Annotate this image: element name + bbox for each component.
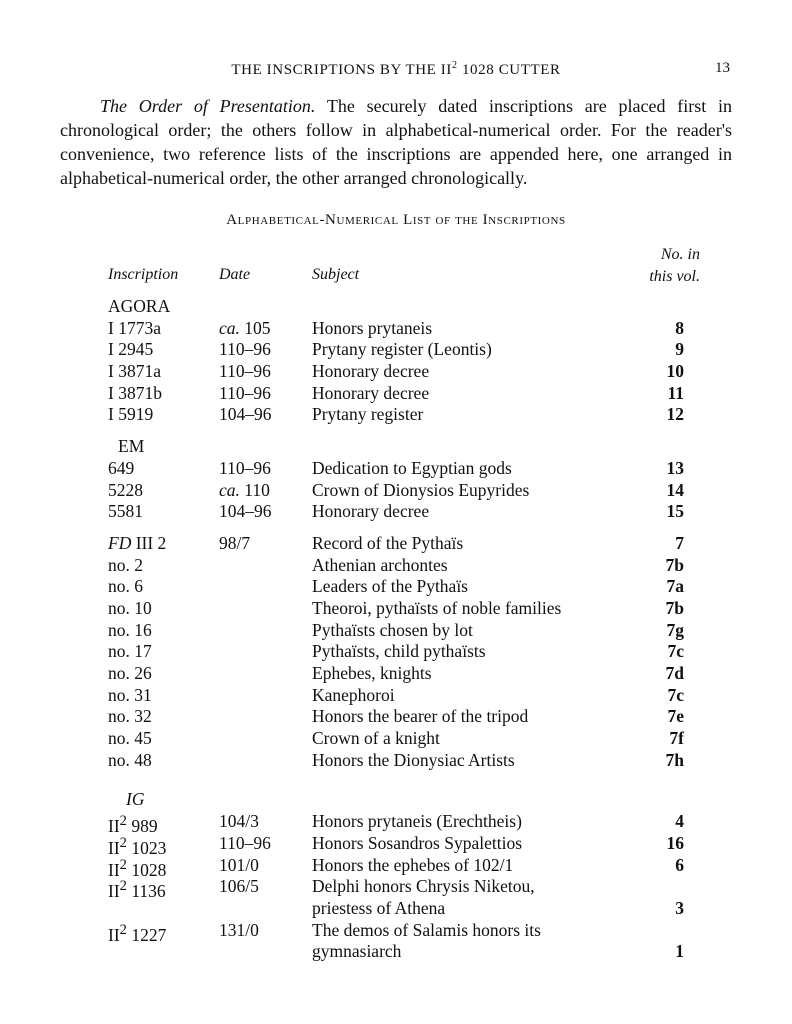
intro-lead: The Order of Presentation. xyxy=(100,96,316,116)
number-cell: 7b xyxy=(665,554,684,575)
number-cell: 4 xyxy=(675,811,684,832)
fd-number: 7 xyxy=(675,532,684,553)
subject-cell: Honorary decree xyxy=(312,501,430,522)
column-head-inscription: Inscription xyxy=(108,266,179,283)
number-cell: 15 xyxy=(666,501,684,522)
number-cell: 7g xyxy=(666,619,684,640)
fd-subject: Record of the Pythaïs xyxy=(312,532,464,553)
inscription-number: 1023 xyxy=(126,837,167,858)
date-cell: 104/3 xyxy=(219,811,259,832)
table-row xyxy=(0,876,792,919)
inscription-number: 1227 xyxy=(126,924,167,945)
number-cell: 16 xyxy=(666,832,684,853)
inscription-number: 1028 xyxy=(126,859,167,880)
inscription-cell: no. 31 xyxy=(108,684,152,705)
inscription-cell: I 2945 xyxy=(108,339,154,360)
subject-cell: Prytany register (Leontis) xyxy=(312,339,492,360)
subject-cell: Kanephoroi xyxy=(312,684,395,705)
number-cell: 7e xyxy=(667,706,684,727)
date-value: 104–96 xyxy=(219,501,272,522)
date-value: 110–96 xyxy=(219,382,271,403)
number-cell: 8 xyxy=(675,317,684,338)
subject-line: Delphi honors Chrysis Niketou, xyxy=(312,876,535,897)
number-cell: 7f xyxy=(669,728,684,749)
inscription-cell xyxy=(108,876,166,903)
running-head xyxy=(0,58,792,80)
date-cell: 131/0 xyxy=(219,919,259,940)
inscription-series: II xyxy=(108,815,120,836)
subject-cell: Crown of Dionysios Eupyrides xyxy=(312,479,530,500)
date-cell xyxy=(219,404,272,426)
date-cell: 106/5 xyxy=(219,876,259,897)
date-qualifier: ca. xyxy=(219,317,240,338)
subject-cell: Athenian archontes xyxy=(312,554,448,575)
subject-cell: Crown of a knight xyxy=(312,728,440,749)
inscription-cell: 649 xyxy=(108,457,135,478)
inscription-series: II xyxy=(108,859,120,880)
inscription-cell: I 3871b xyxy=(108,382,162,403)
date-cell xyxy=(219,501,272,523)
number-cell: 7c xyxy=(667,641,684,662)
subject-cell: Pythaïsts, child pythaïsts xyxy=(312,641,486,662)
list-title: Alphabetical-Numerical List of the Inscriptions xyxy=(226,212,566,228)
inscription-cell: no. 10 xyxy=(108,597,152,618)
subject-cell: Honorary decree xyxy=(312,382,430,403)
table-row xyxy=(0,339,792,361)
date-value: 110–96 xyxy=(219,361,271,382)
number-cell: 9 xyxy=(675,339,684,360)
group-label: AGORA xyxy=(108,296,171,316)
table-row xyxy=(0,383,792,405)
date-value: 110 xyxy=(239,479,270,500)
group-heading-agora xyxy=(0,296,792,318)
column-head-subject: Subject xyxy=(312,266,360,283)
inscription-cell: 5228 xyxy=(108,479,143,500)
inscription-series: II xyxy=(108,881,120,902)
date-cell xyxy=(219,318,271,340)
number-cell: 7b xyxy=(665,597,684,618)
table-row xyxy=(0,318,792,340)
inscription-series: II xyxy=(108,924,120,945)
inscription-cell: I 3871a xyxy=(108,361,161,382)
table-row xyxy=(0,685,792,707)
em-rows xyxy=(0,458,792,523)
inscription-cell: no. 17 xyxy=(108,641,152,662)
subject-cell xyxy=(312,876,535,919)
table-row xyxy=(0,854,792,880)
number-cell: 1 xyxy=(675,941,684,962)
table-row xyxy=(0,404,792,426)
inscription-number: 989 xyxy=(126,815,158,836)
table-row xyxy=(0,750,792,772)
table-row xyxy=(0,920,792,963)
number-cell: 7c xyxy=(667,684,684,705)
table-row xyxy=(0,501,792,523)
column-head-number-line1: No. in xyxy=(660,246,700,263)
subject-line: gymnasiarch xyxy=(312,941,402,962)
number-cell: 7d xyxy=(665,663,684,683)
date-qualifier: ca. xyxy=(219,479,240,500)
fd-date: 98/7 xyxy=(219,532,251,553)
table-row xyxy=(0,576,792,598)
group-label: FD III 2 xyxy=(108,532,167,553)
subject-cell xyxy=(312,855,513,877)
subject-line: Honors Sosandros Sypalettios xyxy=(312,832,522,853)
intro-paragraph xyxy=(60,94,732,190)
inscription-edition: 2 xyxy=(119,921,127,938)
inscription-cell: I 5919 xyxy=(108,404,154,425)
date-cell xyxy=(219,339,271,361)
date-value: 110–96 xyxy=(219,457,271,478)
inscription-edition: 2 xyxy=(119,834,127,851)
subject-cell: Theoroi, pythaïsts of noble families xyxy=(312,597,562,618)
inscription-cell: no. 48 xyxy=(108,749,152,770)
number-cell: 10 xyxy=(666,361,684,382)
table-row xyxy=(0,480,792,502)
group-heading-em xyxy=(0,436,792,458)
table-row xyxy=(0,811,792,836)
subject-cell: Honors the Dionysiac Artists xyxy=(312,749,515,770)
subject-cell xyxy=(312,920,541,963)
column-head-number xyxy=(649,244,700,288)
date-cell: 101/0 xyxy=(219,854,259,875)
inscription-cell: no. 6 xyxy=(108,576,143,597)
number-cell: 7h xyxy=(665,749,684,770)
inscription-cell: no. 26 xyxy=(108,663,152,683)
inscription-number: 1136 xyxy=(126,881,166,902)
subject-cell: Pythaïsts chosen by lot xyxy=(312,619,473,640)
date-cell xyxy=(219,480,270,502)
table-row xyxy=(0,832,792,858)
date-cell: 110–96 xyxy=(219,832,271,853)
inscription-cell: no. 16 xyxy=(108,619,152,640)
table-row xyxy=(0,555,792,577)
inscription-cell: 5581 xyxy=(108,501,143,522)
number-cell: 14 xyxy=(666,479,684,500)
group-heading-fd xyxy=(0,533,792,555)
subject-cell: Ephebes, knights xyxy=(312,663,432,683)
inscription-list xyxy=(0,296,792,963)
date-value: 104–96 xyxy=(219,404,272,425)
table-row xyxy=(0,458,792,480)
number-cell: 7a xyxy=(666,576,684,597)
intro-body: The securely dated inscriptions are placed first in chronological order; the others follow in alphabetical-numerical order. For the reader's convenience, two reference lists of the inscriptions are appended here, one arranged in alphabetical-numerical order, the other arranged chronologically. xyxy=(60,96,732,188)
page-number: 13 xyxy=(715,60,730,76)
subject-cell: Honors the bearer of the tripod xyxy=(312,706,529,727)
date-cell xyxy=(219,383,271,405)
inscription-cell: no. 45 xyxy=(108,728,152,749)
inscription-edition: 2 xyxy=(119,878,127,895)
subject-cell: Honorary decree xyxy=(312,361,430,382)
fd-rows xyxy=(0,555,792,772)
subject-line: Honors the ephebes of 102/1 xyxy=(312,854,514,875)
inscription-cell: no. 32 xyxy=(108,706,152,727)
subject-line: priestess of Athena xyxy=(312,897,446,918)
inscription-series: II xyxy=(108,837,120,858)
inscription-edition: 2 xyxy=(119,856,127,873)
group-label: IG xyxy=(126,789,145,810)
date-value: 105 xyxy=(239,317,271,338)
number-cell: 11 xyxy=(667,382,684,403)
inscription-edition: 2 xyxy=(119,813,127,830)
group-heading-ig xyxy=(0,789,792,811)
subject-cell: Honors prytaneis xyxy=(312,317,433,338)
inscription-cell: no. 2 xyxy=(108,554,143,575)
table-row xyxy=(0,641,792,663)
column-head-date: Date xyxy=(219,266,251,283)
subject-cell xyxy=(312,833,522,855)
running-title: THE INSCRIPTIONS BY THE $II^2$ 1028 CUTTER xyxy=(231,60,561,78)
number-cell: 13 xyxy=(666,457,684,478)
subject-line: The demos of Salamis honors its xyxy=(312,919,541,940)
subject-cell xyxy=(312,811,522,833)
table-row xyxy=(0,598,792,620)
table-row xyxy=(0,728,792,750)
ig-rows xyxy=(0,811,792,963)
number-cell: 6 xyxy=(675,854,684,875)
table-row xyxy=(0,706,792,728)
number-cell: 12 xyxy=(666,404,684,425)
date-cell xyxy=(219,458,271,480)
subject-cell: Dedication to Egyptian gods xyxy=(312,457,512,478)
subject-cell: Prytany register xyxy=(312,404,424,425)
date-cell xyxy=(219,361,271,383)
date-value: 110–96 xyxy=(219,339,271,360)
group-label: EM xyxy=(118,436,145,457)
inscription-cell xyxy=(108,920,166,947)
number-cell: 3 xyxy=(675,897,684,918)
agora-rows xyxy=(0,318,792,426)
column-head-number-line2: this vol. xyxy=(649,268,700,285)
table-row xyxy=(0,361,792,383)
table-row xyxy=(0,620,792,642)
inscription-cell: I 1773a xyxy=(108,317,161,338)
subject-line: Honors prytaneis (Erechtheis) xyxy=(312,811,522,832)
table-row xyxy=(0,663,792,685)
subject-cell: Leaders of the Pythaïs xyxy=(312,576,468,597)
